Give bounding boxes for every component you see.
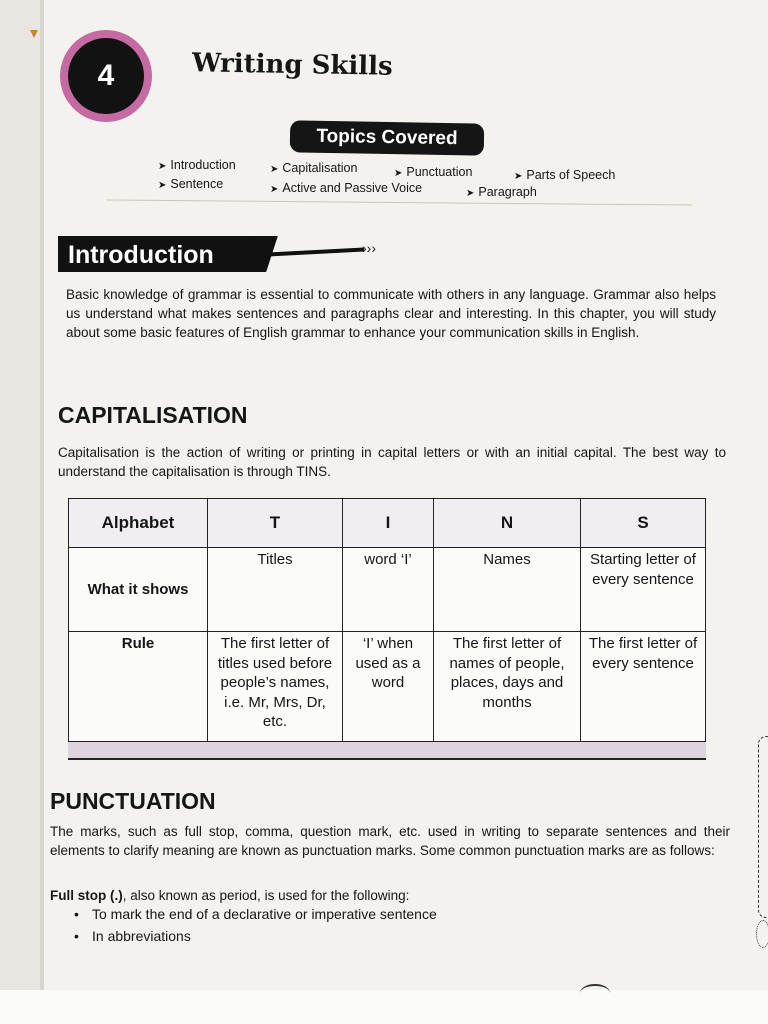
capitalisation-heading: CAPITALISATION	[58, 402, 248, 428]
fullstop-description: , also known as period, is used for the following:	[122, 888, 410, 903]
arrow-icon: ➤	[270, 184, 279, 195]
table-cell: Starting letter of every sentence	[581, 548, 706, 632]
table-header-cell: Alphabet	[69, 499, 208, 548]
chapter-number: 4	[68, 38, 144, 114]
chapter-title: Writing Skills	[191, 48, 393, 82]
table-footer-band	[68, 742, 706, 760]
introduction-text: Basic knowledge of grammar is essential to communicate with others in any language. Grammar also helps us understand what makes sentences and paragraphs clear and interesting. In this chapter, you will study about some basic features of English grammar to enhance your communication skills in English.	[66, 287, 716, 340]
table-header-cell: N	[434, 499, 581, 548]
page-number-mark	[580, 984, 610, 1002]
chapter-badge	[60, 30, 152, 122]
arrow-icon: ➤	[394, 168, 403, 179]
corner-marker	[30, 30, 38, 38]
row-label: Rule	[69, 632, 208, 742]
topic-item: ➤ Paragraph	[466, 185, 537, 199]
table-cell: The first letter of every sentence	[581, 632, 706, 742]
arrow-icon: ➤	[158, 180, 167, 191]
topic-item: ➤ Active and Passive Voice	[270, 181, 423, 195]
fullstop-term: Full stop (.)	[50, 888, 123, 903]
table-header-row	[69, 499, 706, 548]
table-header-cell: S	[581, 499, 706, 548]
row-label: What it shows	[69, 548, 208, 632]
table-cell: ‘I’ when used as a word	[343, 632, 434, 742]
table-header-cell: T	[208, 499, 343, 548]
arrow-icon: ➤	[270, 164, 279, 175]
table-cell: word ‘I’	[343, 548, 434, 632]
capitalisation-text: Capitalisation is the action of writing or printing in capital letters or with an initial capital. The best way to understand the capitalisation is through TINS.	[58, 445, 726, 479]
arrow-icon: ➤	[514, 171, 523, 182]
table-row	[69, 632, 706, 742]
topics-heading: Topics Covered	[290, 120, 485, 155]
table-cell: Titles	[208, 548, 343, 632]
page-edge-tab	[758, 736, 768, 918]
page-edge-mark	[756, 920, 768, 948]
topic-item: ➤ Introduction	[158, 158, 236, 172]
topic-item: ➤ Punctuation	[394, 165, 473, 179]
topic-item: ➤ Capitalisation	[270, 161, 358, 175]
list-item: • To mark the end of a declarative or imperative sentence	[74, 906, 437, 922]
table-row	[69, 548, 706, 632]
bullet-icon: •	[74, 906, 79, 922]
list-item: • In abbreviations	[74, 928, 191, 944]
topic-item: ➤ Parts of Speech	[514, 168, 616, 182]
fullstop-uses-list	[74, 906, 437, 950]
introduction-heading: Introduction	[58, 236, 264, 272]
page-bottom-margin	[0, 990, 768, 1024]
punctuation-heading: PUNCTUATION	[50, 788, 216, 814]
tins-table	[68, 498, 706, 742]
table-header-cell: I	[343, 499, 434, 548]
punctuation-text: The marks, such as full stop, comma, question mark, etc. used in writing to separate sentences and their elements to clarify meaning are known as punctuation marks. Some common punctuation marks are as follows:	[50, 824, 730, 858]
topic-item: ➤ Sentence	[158, 177, 224, 191]
table-cell: Names	[434, 548, 581, 632]
bullet-icon: •	[74, 928, 79, 944]
arrow-icon: ➤	[158, 161, 167, 172]
arrow-icon: ➤	[466, 188, 475, 199]
table-cell: The first letter of titles used before people’s names, i.e. Mr, Mrs, Dr, etc.	[208, 632, 343, 742]
fullstop-line	[50, 886, 730, 905]
chevrons-icon: ›››	[362, 240, 376, 256]
table-cell: The first letter of names of people, places, days and months	[434, 632, 581, 742]
